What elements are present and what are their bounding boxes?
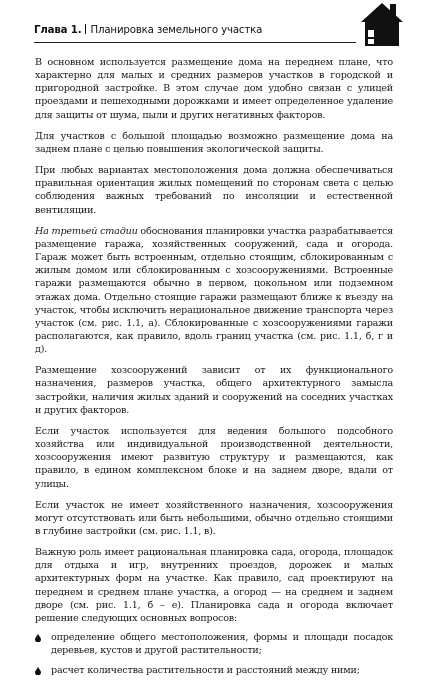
list-item [35, 631, 393, 657]
bullet-icon [35, 634, 41, 642]
header-rule [34, 42, 356, 43]
running-header [34, 24, 364, 38]
paragraph: Важную роль имеет рациональная планировка сада, огорода, площадок для отдыха и игр, внутренних проездов, дорожек и малых архитектурных форм на участке. Как правило, сад проектируют на переднем и среднем плане участка, а огород — на среднем и заднем дворе (см. рис. 1.1, б – е). Планировка сада и огорода включает решение следующих основных вопросов: [35, 547, 393, 624]
stage-text: обоснования планировки участка разрабатывается размещение гаража, хозяйственных сооружений, сада и огорода. Гараж может быть встроенным, отдельно стоящим, сблокированным с жилым домом или сблокированным с хозсооружениями. Встроенные гаражи размещаются обычно в первом, цокольном или подземном этажах дома. Отдельно стоящие гаражи размещают ближе к въезду на участок, чтобы исключить нерациональное движение транспорта через участок (см. рис. 1.1, а). Сблокированные с хозсооружениями гаражи располагаются, как правило, вдоль границ участка (см. рис. 1.1, б, г и д). [35, 225, 393, 356]
list-item-text: расчет количества растительности и расстояний между ними; [51, 665, 360, 677]
stage-lead: На третьей стадии [35, 225, 138, 237]
paragraph-stage [35, 225, 393, 357]
paragraph: Если участок не имеет хозяйственного назначения, хозсооружения могут отсутствовать или быть небольшими, обычно отдельно стоящими в глубине застройки (см. рис. 1.1, в). [35, 499, 393, 537]
page-number: 15 [380, 12, 398, 26]
paragraph: При любых вариантах местоположения дома должна обеспечиваться правильная ориентация жилых помещений по сторонам света с целью соблюдения важных требований по инсоляции и естественной вентиляции. [35, 165, 393, 216]
paragraph: Размещение хозсооружений зависит от их функционального назначения, размеров участка, общего архитектурного замысла застройки, наличия жилых зданий и сооружений на соседних участках и других факторов. [35, 365, 393, 416]
chapter-title: Планировка земельного участка [90, 25, 263, 36]
list-item-text: определение общего местоположения, формы и площади посадок деревьев, кустов и другой растительности; [51, 632, 393, 657]
paragraph: В основном используется размещение дома на переднем плане, что характерно для малых и средних размеров участков в городской и пригородной застройке. В этом случае дом удобно связан с улицей проездами и пешеходными дорожками и имеет определенное удаление для защиты от шума, пыли и других негативных факторов. [35, 57, 393, 121]
bullet-icon [35, 667, 41, 675]
paragraph: Если участок используется для ведения большого подсобного хозяйства или индивидуальной производственной деятельности, хозсооружения имеют развитую структуру и размещаются, как правило, в едином комплексном блоке и на заднем дворе, вдали от улицы. [35, 425, 393, 490]
list-item [35, 664, 393, 677]
bullet-list [35, 631, 393, 677]
header-separator [85, 24, 86, 34]
body-text [35, 56, 393, 685]
chapter-label: Глава 1. [34, 25, 82, 36]
paragraph: Для участков с большой площадью возможно размещение дома на заднем плане с целью повышения экологической защиты. [35, 130, 393, 155]
